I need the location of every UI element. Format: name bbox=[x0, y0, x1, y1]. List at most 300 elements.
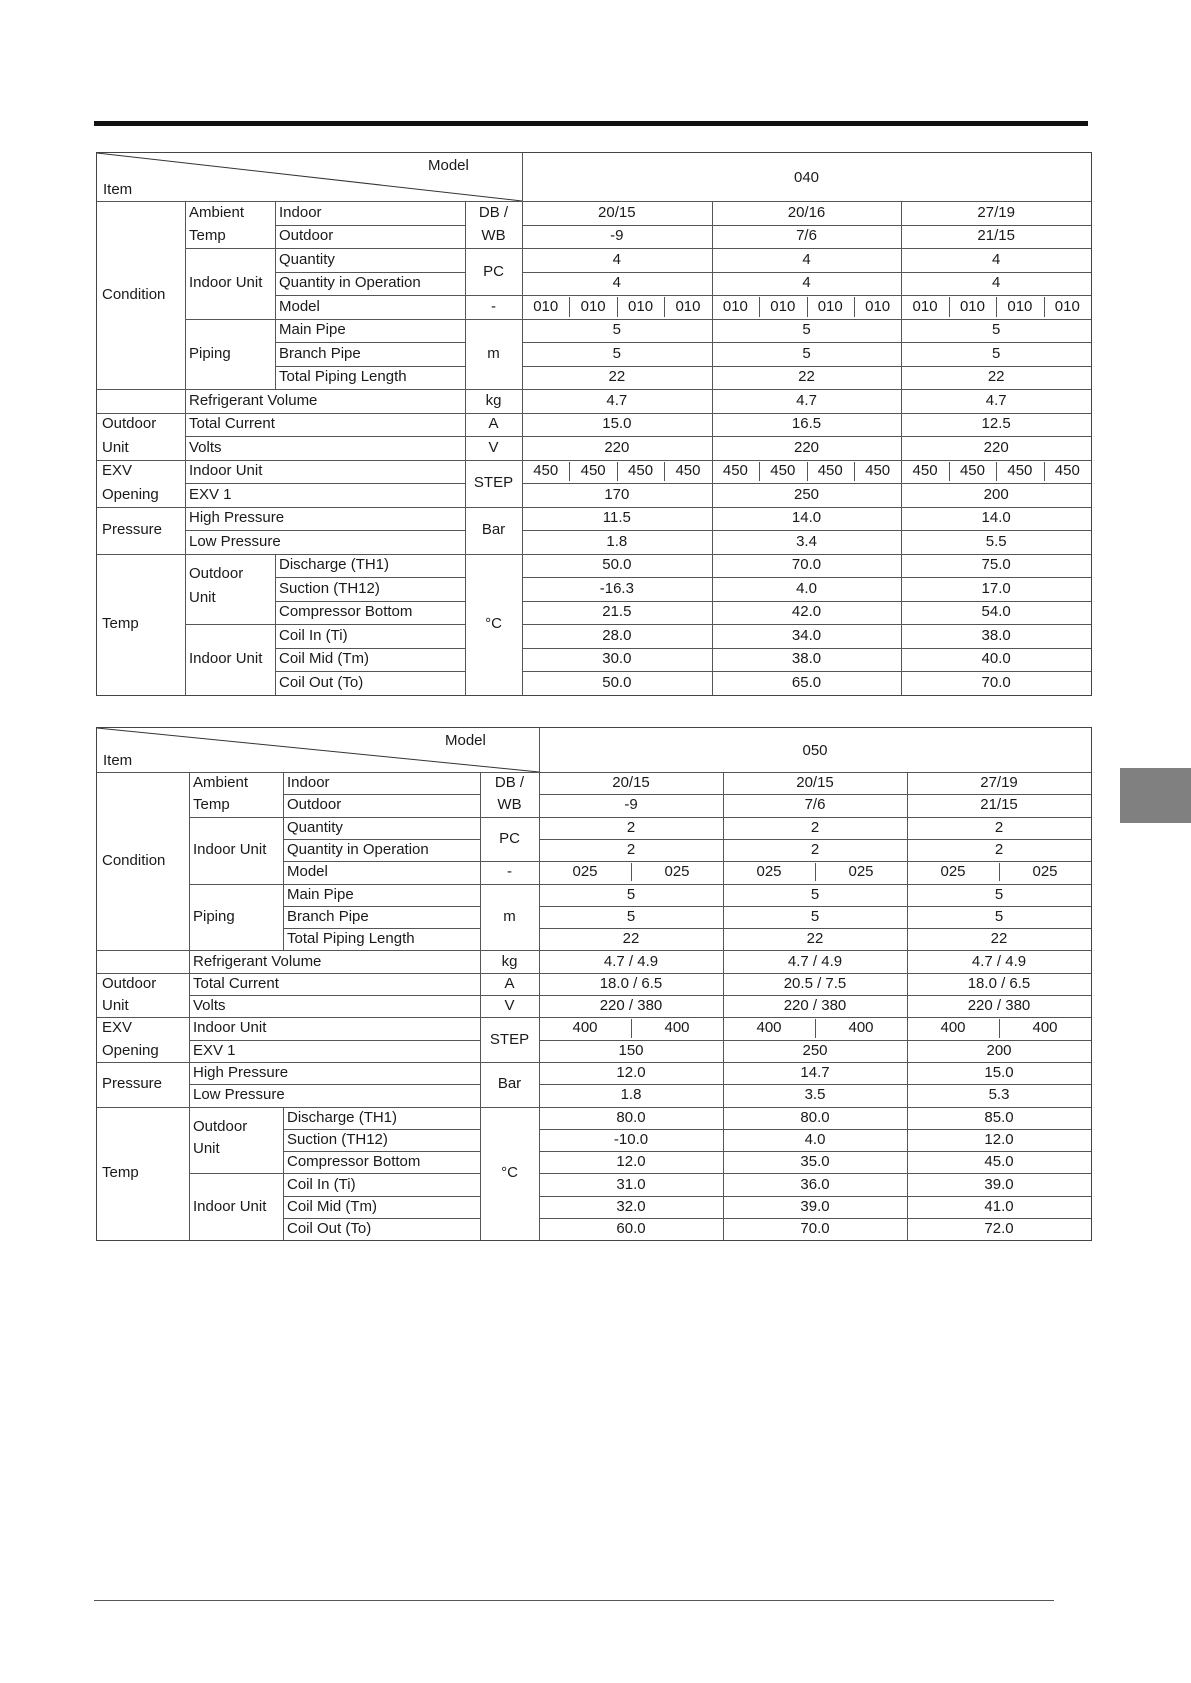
value-ref: 4.7 / 4.9 bbox=[603, 952, 659, 970]
unit-line bbox=[480, 973, 539, 974]
value-branch: 5 bbox=[991, 344, 1001, 362]
value-divider bbox=[712, 201, 713, 695]
label-high: High Pressure bbox=[189, 509, 285, 527]
value-main: 5 bbox=[994, 885, 1004, 903]
value-low: 3.4 bbox=[796, 532, 817, 550]
value-models-cell: 010 bbox=[580, 297, 606, 315]
unit-line bbox=[480, 817, 539, 818]
value-exv_in-cell: 450 bbox=[533, 462, 559, 480]
value-comp: 12.0 bbox=[616, 1153, 646, 1171]
value-models-cell: 010 bbox=[817, 297, 843, 315]
subcell-divider bbox=[569, 462, 570, 482]
value-coil_mid: 30.0 bbox=[602, 650, 632, 668]
value-exv_in-cell: 400 bbox=[940, 1019, 966, 1037]
value-discharge: 75.0 bbox=[981, 556, 1011, 574]
row-line bbox=[189, 1084, 480, 1085]
value-total: 22 bbox=[798, 368, 815, 386]
row-line bbox=[275, 577, 465, 578]
value-suction: -10.0 bbox=[613, 1130, 649, 1148]
value-models-cell: 025 bbox=[940, 863, 966, 881]
unit-line bbox=[465, 460, 522, 461]
value-coil_mid: 39.0 bbox=[800, 1197, 830, 1215]
value-exv_in-cell: 450 bbox=[675, 462, 701, 480]
row-line bbox=[522, 225, 1091, 226]
value-total: 22 bbox=[987, 368, 1005, 386]
row-line bbox=[185, 436, 465, 437]
group-outdoor-unit: Outdoor bbox=[102, 415, 157, 433]
value-exv_in-cell: 450 bbox=[912, 462, 938, 480]
unit-line bbox=[465, 413, 522, 414]
unit-line bbox=[480, 861, 539, 862]
value-models-cell: 010 bbox=[533, 297, 559, 315]
row-line bbox=[97, 1062, 480, 1063]
value-models-cell: 010 bbox=[959, 297, 985, 315]
label-indoor-unit: Indoor Unit bbox=[189, 274, 263, 292]
value-branch: 5 bbox=[626, 907, 636, 925]
value-exv1: 200 bbox=[986, 1041, 1012, 1059]
value-main: 5 bbox=[991, 321, 1001, 339]
label-discharge: Discharge (TH1) bbox=[287, 1108, 398, 1126]
value-suction: 17.0 bbox=[981, 579, 1011, 597]
label-high: High Pressure bbox=[193, 1064, 289, 1082]
value-models-cell: 010 bbox=[722, 297, 748, 315]
label-quantity: Quantity bbox=[279, 250, 335, 268]
row-line bbox=[283, 861, 480, 862]
value-divider bbox=[907, 772, 908, 1240]
value-coil_in: 28.0 bbox=[602, 626, 632, 644]
value-coil_mid: 32.0 bbox=[616, 1197, 646, 1215]
value-indoor: 20/16 bbox=[787, 203, 826, 221]
model-number: 050 bbox=[802, 742, 828, 759]
row-line bbox=[185, 248, 465, 249]
subcell-divider bbox=[617, 297, 618, 317]
value-comp: 45.0 bbox=[984, 1153, 1014, 1171]
row-line bbox=[189, 884, 480, 885]
value-indoor: 20/15 bbox=[796, 774, 834, 792]
value-qty_op: 4 bbox=[802, 274, 811, 292]
subcell-divider bbox=[664, 297, 665, 317]
row-line bbox=[283, 1218, 480, 1219]
subcell-divider bbox=[807, 297, 808, 317]
label-ambient-temp: Temp bbox=[193, 796, 230, 814]
label-indoor-unit-temp: Indoor Unit bbox=[189, 650, 263, 668]
label-suction: Suction (TH12) bbox=[287, 1130, 388, 1148]
row-line bbox=[283, 839, 480, 840]
value-qty: 4 bbox=[612, 250, 621, 268]
unit-line bbox=[465, 295, 522, 296]
row-line bbox=[522, 648, 1091, 649]
row-line bbox=[522, 366, 1091, 367]
col2-divider bbox=[283, 1107, 284, 1241]
row-line bbox=[189, 1040, 480, 1041]
value-volts: 220 bbox=[604, 438, 630, 456]
subcell-divider bbox=[854, 297, 855, 317]
value-exv_in-cell: 400 bbox=[1032, 1019, 1058, 1037]
row-line bbox=[539, 861, 1091, 862]
row-line bbox=[275, 366, 465, 367]
row-line bbox=[275, 671, 465, 672]
value-divider bbox=[723, 772, 724, 1240]
value-indoor: 20/15 bbox=[612, 774, 650, 792]
value-total: 22 bbox=[990, 930, 1008, 948]
value-exv_in-cell: 450 bbox=[722, 462, 748, 480]
row-line bbox=[275, 295, 465, 296]
subcell-divider bbox=[631, 863, 632, 881]
row-line bbox=[522, 554, 1091, 555]
unit-deg: °C bbox=[485, 615, 502, 632]
col1-divider bbox=[185, 201, 186, 695]
row-line bbox=[275, 648, 465, 649]
value-high: 14.0 bbox=[981, 509, 1011, 527]
row-line bbox=[97, 413, 465, 414]
value-qty_op: 4 bbox=[991, 274, 1001, 292]
row-line bbox=[539, 973, 1091, 974]
value-high: 14.7 bbox=[800, 1064, 830, 1082]
label-low: Low Pressure bbox=[189, 532, 281, 550]
label-quantity: Quantity bbox=[287, 818, 343, 836]
unit-line bbox=[480, 1062, 539, 1063]
unit-kg: kg bbox=[501, 952, 518, 970]
row-line bbox=[539, 950, 1091, 951]
row-line bbox=[522, 601, 1091, 602]
value-coil_out: 60.0 bbox=[616, 1220, 646, 1238]
unit-m: m bbox=[503, 907, 516, 925]
label-coil-out: Coil Out (To) bbox=[279, 673, 364, 691]
value-discharge: 70.0 bbox=[791, 556, 822, 574]
label-low: Low Pressure bbox=[193, 1086, 285, 1104]
value-models-cell: 025 bbox=[1032, 863, 1058, 881]
row-line bbox=[189, 995, 480, 996]
subcell-divider bbox=[854, 462, 855, 482]
value-exv_in-cell: 450 bbox=[959, 462, 985, 480]
value-exv_in-cell: 400 bbox=[848, 1019, 874, 1037]
unit-line bbox=[465, 436, 522, 437]
subcell-divider bbox=[759, 462, 760, 482]
group-outdoor-unit-2: Unit bbox=[102, 438, 129, 456]
group-exv: EXV bbox=[102, 1019, 133, 1037]
row-line bbox=[539, 839, 1091, 840]
value-coil_in: 34.0 bbox=[791, 626, 822, 644]
group-outdoor-unit: Outdoor bbox=[102, 974, 157, 992]
group-exv-opening: Opening bbox=[102, 1041, 159, 1059]
row-line bbox=[522, 248, 1091, 249]
subcell-divider bbox=[631, 1019, 632, 1037]
value-coil_in: 39.0 bbox=[984, 1175, 1014, 1193]
value-col-divider bbox=[539, 728, 540, 1240]
row-line bbox=[522, 671, 1091, 672]
table-frame bbox=[96, 152, 1092, 696]
label-total-piping: Total Piping Length bbox=[287, 930, 415, 948]
value-coil_in: 36.0 bbox=[800, 1175, 830, 1193]
row-line bbox=[539, 1173, 1091, 1174]
label-branch-pipe: Branch Pipe bbox=[279, 344, 361, 362]
value-volts: 220 / 380 bbox=[599, 997, 663, 1015]
row-line bbox=[522, 507, 1091, 508]
row-line bbox=[522, 272, 1091, 273]
value-coil_mid: 41.0 bbox=[984, 1197, 1014, 1215]
label-indoor: Indoor bbox=[279, 203, 322, 221]
value-ref: 4.7 / 4.9 bbox=[787, 952, 843, 970]
row-line bbox=[539, 1218, 1091, 1219]
value-qty_op: 2 bbox=[626, 841, 636, 859]
label-exv-indoor: Indoor Unit bbox=[193, 1019, 267, 1037]
header-item-label: Item bbox=[103, 181, 133, 198]
label-outdoor-unit-temp: Outdoor bbox=[193, 1117, 248, 1135]
unit-line bbox=[465, 319, 522, 320]
value-main: 5 bbox=[810, 885, 820, 903]
subcell-divider bbox=[569, 297, 570, 317]
unit-line bbox=[465, 389, 522, 390]
label-outdoor-unit-temp-2: Unit bbox=[189, 588, 216, 606]
unit-wb: WB bbox=[497, 796, 522, 814]
label-ambient-temp: Temp bbox=[189, 227, 226, 245]
label-quantity-op: Quantity in Operation bbox=[287, 841, 429, 859]
label-indoor: Indoor bbox=[287, 774, 330, 792]
value-exv1: 200 bbox=[983, 485, 1009, 503]
label-model: Model bbox=[279, 297, 320, 315]
row-line bbox=[283, 794, 480, 795]
row-line bbox=[275, 342, 465, 343]
value-models-cell: 025 bbox=[664, 863, 690, 881]
label-coil-mid: Coil Mid (Tm) bbox=[287, 1197, 377, 1215]
section-tab bbox=[1120, 768, 1191, 823]
value-exv_in-cell: 450 bbox=[628, 462, 654, 480]
subcell-divider bbox=[996, 297, 997, 317]
row-line bbox=[185, 319, 465, 320]
row-line bbox=[97, 973, 480, 974]
label-total-piping: Total Piping Length bbox=[279, 368, 407, 386]
row-line bbox=[539, 1062, 1091, 1063]
label-compressor: Compressor Bottom bbox=[279, 603, 413, 621]
unit-line bbox=[465, 248, 522, 249]
row-line bbox=[539, 1017, 1091, 1018]
subcell-divider bbox=[949, 297, 950, 317]
value-qty: 2 bbox=[994, 818, 1004, 836]
unit-v: V bbox=[504, 997, 515, 1015]
value-divider bbox=[901, 201, 902, 695]
value-qty_op: 2 bbox=[810, 841, 820, 859]
unit-line bbox=[480, 884, 539, 885]
col2-divider bbox=[275, 201, 276, 389]
value-coil_mid: 40.0 bbox=[981, 650, 1011, 668]
subcell-divider bbox=[815, 1019, 816, 1037]
value-exv1: 250 bbox=[802, 1041, 828, 1059]
subcell-divider bbox=[996, 462, 997, 482]
row-line bbox=[275, 601, 465, 602]
row-line bbox=[522, 530, 1091, 531]
label-volts: Volts bbox=[189, 438, 222, 456]
col2-divider bbox=[275, 554, 276, 695]
value-current: 15.0 bbox=[602, 415, 632, 433]
row-line bbox=[539, 1040, 1091, 1041]
unit-line bbox=[480, 995, 539, 996]
value-models-cell: 010 bbox=[1007, 297, 1033, 315]
row-line bbox=[283, 1151, 480, 1152]
value-models-cell: 010 bbox=[1054, 297, 1080, 315]
row-line bbox=[522, 342, 1091, 343]
row-line bbox=[283, 928, 480, 929]
value-exv_in-cell: 450 bbox=[1007, 462, 1033, 480]
value-outdoor: -9 bbox=[624, 796, 638, 814]
label-outdoor: Outdoor bbox=[287, 796, 342, 814]
header-divider bbox=[97, 772, 1091, 773]
value-branch: 5 bbox=[612, 344, 621, 362]
value-main: 5 bbox=[626, 885, 636, 903]
row-line bbox=[539, 1084, 1091, 1085]
group-pressure: Pressure bbox=[102, 521, 163, 538]
header-model-label: Model bbox=[445, 732, 486, 749]
group-condition: Condition bbox=[102, 852, 166, 870]
label-quantity-op: Quantity in Operation bbox=[279, 274, 421, 292]
value-models-cell: 025 bbox=[756, 863, 782, 881]
value-qty_op: 4 bbox=[612, 274, 621, 292]
value-high: 14.0 bbox=[791, 509, 822, 527]
value-outdoor: -9 bbox=[610, 227, 624, 245]
unit-line bbox=[465, 507, 522, 508]
row-line bbox=[539, 1107, 1091, 1108]
value-suction: 4.0 bbox=[796, 579, 817, 597]
value-models-cell: 025 bbox=[572, 863, 598, 881]
value-branch: 5 bbox=[802, 344, 811, 362]
row-line bbox=[97, 1017, 480, 1018]
row-line bbox=[283, 906, 480, 907]
value-exv_in-cell: 450 bbox=[865, 462, 891, 480]
value-qty_op: 2 bbox=[994, 841, 1004, 859]
row-line bbox=[185, 530, 465, 531]
row-line bbox=[539, 1196, 1091, 1197]
label-exv-indoor: Indoor Unit bbox=[189, 462, 263, 480]
label-suction: Suction (TH12) bbox=[279, 579, 380, 597]
col1-divider bbox=[189, 772, 190, 1240]
value-models-cell: 010 bbox=[865, 297, 891, 315]
col2-divider bbox=[283, 772, 284, 950]
value-models-cell: 010 bbox=[675, 297, 701, 315]
value-exv_in-cell: 400 bbox=[664, 1019, 690, 1037]
label-piping: Piping bbox=[189, 344, 231, 362]
value-coil_out: 72.0 bbox=[984, 1220, 1014, 1238]
value-exv_in-cell: 400 bbox=[756, 1019, 782, 1037]
row-line bbox=[539, 906, 1091, 907]
label-coil-out: Coil Out (To) bbox=[287, 1220, 372, 1238]
value-volts: 220 bbox=[983, 438, 1009, 456]
unit-a: A bbox=[504, 974, 515, 992]
unit-pc: PC bbox=[499, 829, 520, 847]
value-comp: 42.0 bbox=[791, 603, 822, 621]
label-outdoor-unit-temp-2: Unit bbox=[193, 1139, 220, 1157]
row-line bbox=[522, 295, 1091, 296]
label-main-pipe: Main Pipe bbox=[287, 885, 354, 903]
value-qty: 4 bbox=[802, 250, 811, 268]
row-line bbox=[189, 817, 480, 818]
unit-step: STEP bbox=[489, 1030, 530, 1048]
unit-line bbox=[480, 1017, 539, 1018]
subcell-divider bbox=[815, 863, 816, 881]
value-low: 3.5 bbox=[804, 1086, 826, 1104]
unit-wb: WB bbox=[481, 227, 506, 245]
label-volts: Volts bbox=[193, 997, 226, 1015]
label-piping: Piping bbox=[193, 907, 235, 925]
footer-rule bbox=[94, 1600, 1054, 1601]
value-comp: 35.0 bbox=[800, 1153, 830, 1171]
row-line bbox=[97, 460, 465, 461]
value-exv_in-cell: 400 bbox=[572, 1019, 598, 1037]
row-line bbox=[283, 1129, 480, 1130]
unit-deg: °C bbox=[501, 1164, 518, 1182]
value-exv1: 150 bbox=[618, 1041, 644, 1059]
value-coil_out: 50.0 bbox=[602, 673, 632, 691]
label-compressor: Compressor Bottom bbox=[287, 1153, 421, 1171]
label-outdoor-unit-temp: Outdoor bbox=[189, 565, 244, 583]
table-frame bbox=[96, 727, 1092, 1241]
row-line bbox=[522, 460, 1091, 461]
value-exv1: 250 bbox=[793, 485, 820, 503]
label-indoor-unit-temp: Indoor Unit bbox=[193, 1197, 267, 1215]
value-ref: 4.7 bbox=[606, 391, 628, 409]
label-ambient: Ambient bbox=[189, 203, 245, 221]
value-exv1: 170 bbox=[604, 485, 630, 503]
value-total: 22 bbox=[806, 930, 824, 948]
value-current: 12.5 bbox=[981, 415, 1011, 433]
group-temp: Temp bbox=[102, 615, 139, 632]
value-suction: 12.0 bbox=[984, 1130, 1014, 1148]
value-branch: 5 bbox=[994, 907, 1004, 925]
unit-bar: Bar bbox=[481, 521, 506, 538]
value-exv_in-cell: 450 bbox=[817, 462, 843, 480]
subcell-divider bbox=[1044, 462, 1045, 482]
unit-db: DB / bbox=[494, 774, 525, 792]
unit-line bbox=[480, 950, 539, 951]
value-models-cell: 010 bbox=[770, 297, 796, 315]
group-outdoor-unit-2: Unit bbox=[102, 997, 129, 1015]
value-current: 18.0 / 6.5 bbox=[967, 974, 1031, 992]
value-coil_out: 65.0 bbox=[791, 673, 822, 691]
row-line bbox=[97, 389, 465, 390]
label-total-current: Total Current bbox=[189, 415, 275, 433]
group-exv-opening: Opening bbox=[102, 485, 159, 503]
value-current: 18.0 / 6.5 bbox=[599, 974, 663, 992]
label-refrigerant: Refrigerant Volume bbox=[189, 391, 318, 409]
value-main: 5 bbox=[802, 321, 811, 339]
row-line bbox=[539, 995, 1091, 996]
value-volts: 220 bbox=[793, 438, 820, 456]
label-main-pipe: Main Pipe bbox=[279, 321, 346, 339]
row-line bbox=[522, 624, 1091, 625]
subcell-divider bbox=[617, 462, 618, 482]
value-ref: 4.7 / 4.9 bbox=[971, 952, 1027, 970]
value-low: 1.8 bbox=[606, 532, 628, 550]
value-discharge: 80.0 bbox=[800, 1108, 830, 1126]
value-suction: -16.3 bbox=[599, 579, 634, 597]
header-divider bbox=[97, 201, 1091, 202]
value-high: 12.0 bbox=[616, 1064, 646, 1082]
row-line bbox=[539, 884, 1091, 885]
group-pressure: Pressure bbox=[102, 1075, 163, 1093]
value-exv_in-cell: 450 bbox=[1054, 462, 1080, 480]
row-line bbox=[539, 794, 1091, 795]
value-ref: 4.7 bbox=[985, 391, 1007, 409]
subcell-divider bbox=[664, 462, 665, 482]
unit-col-divider bbox=[465, 201, 466, 695]
label-total-current: Total Current bbox=[193, 974, 279, 992]
value-exv_in-cell: 450 bbox=[770, 462, 796, 480]
row-line bbox=[539, 817, 1091, 818]
value-outdoor: 7/6 bbox=[796, 227, 817, 245]
subcell-divider bbox=[1044, 297, 1045, 317]
row-line bbox=[522, 483, 1091, 484]
value-indoor: 27/19 bbox=[980, 774, 1018, 792]
value-high: 11.5 bbox=[602, 509, 631, 527]
value-discharge: 50.0 bbox=[602, 556, 632, 574]
